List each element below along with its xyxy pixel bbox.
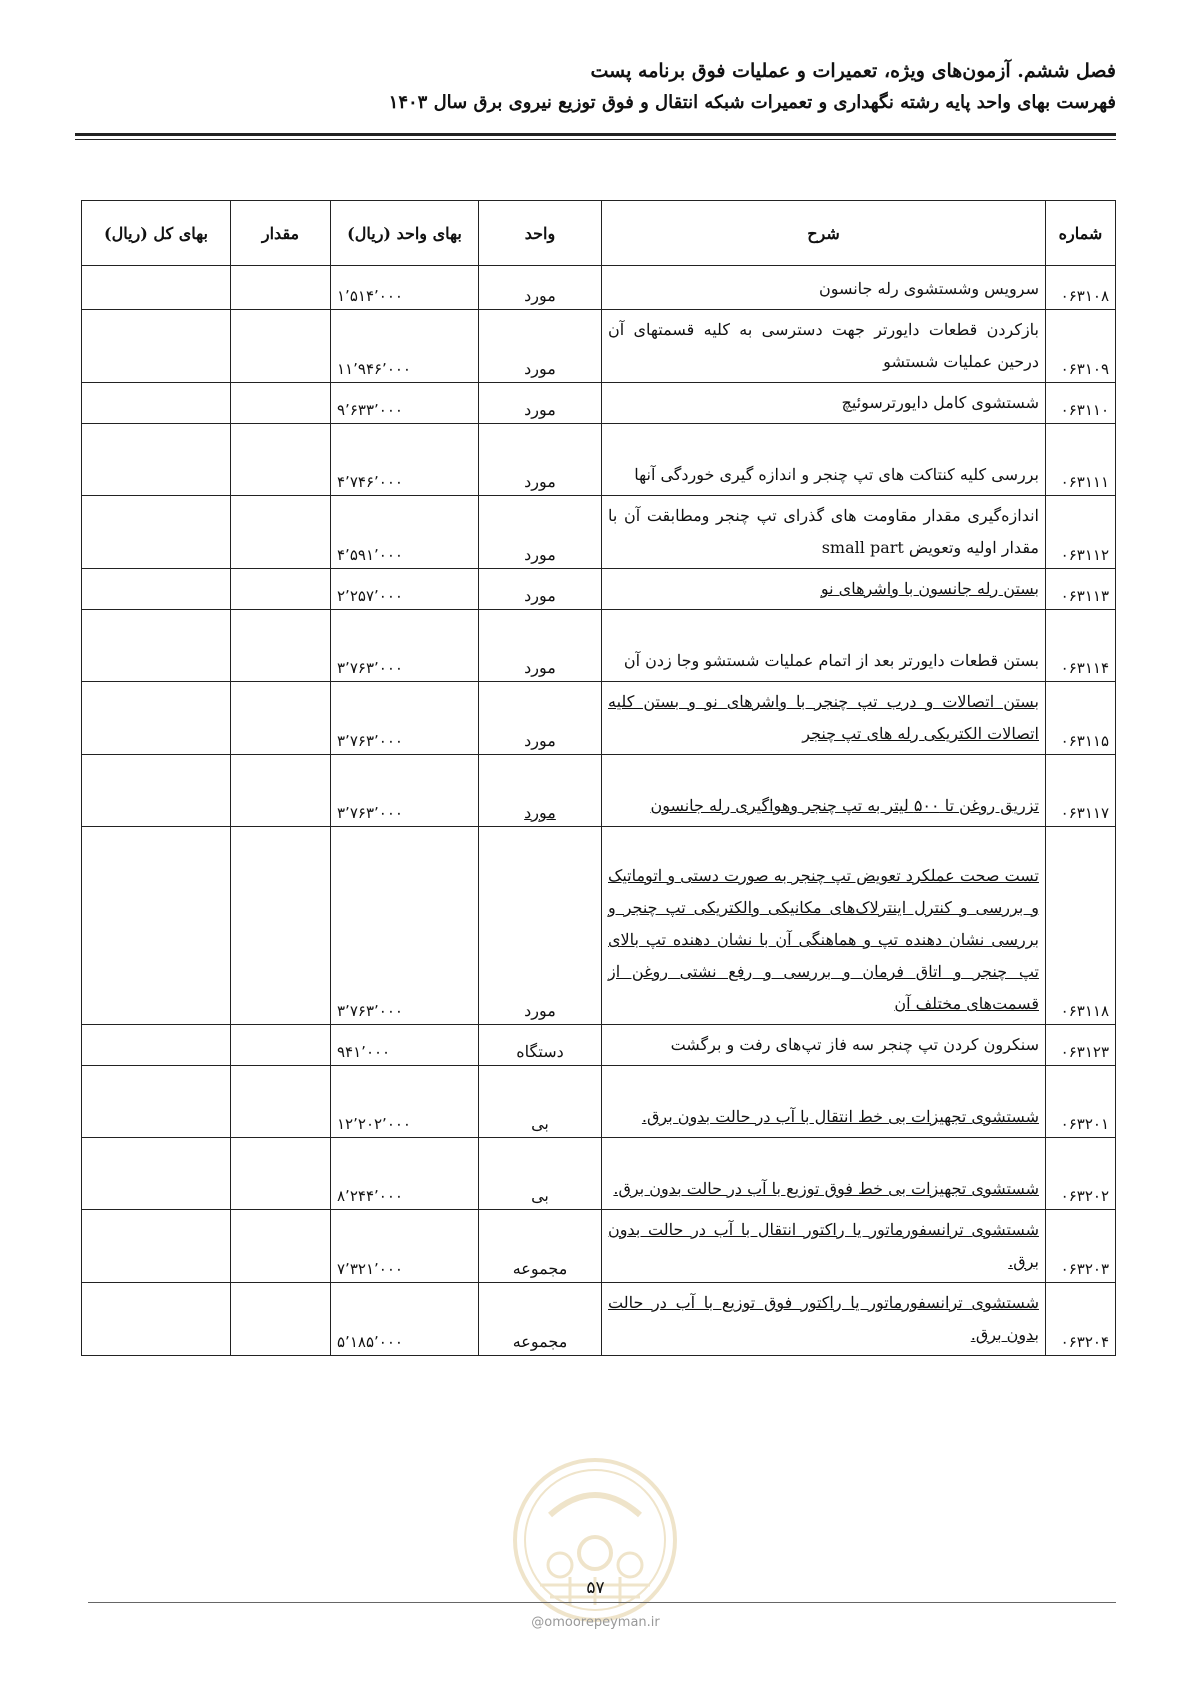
row-description [602,569,1046,610]
row-unit-text: مورد [524,658,556,677]
table-row [82,1025,1116,1066]
page-header [75,55,1116,119]
table-row [82,266,1116,310]
row-code [1046,310,1116,383]
row-qty [231,569,331,610]
row-total [82,424,231,496]
row-code [1046,827,1116,1025]
table-row [82,1283,1116,1356]
row-unit-price-text: ۴٬۵۹۱٬۰۰۰ [337,546,403,564]
row-code-text: ۰۶۳۱۰۸ [1060,287,1109,305]
row-code-text: ۰۶۳۱۱۱ [1060,473,1109,491]
table-row [82,1138,1116,1210]
row-total [82,755,231,827]
row-description [602,266,1046,310]
row-unit [479,1210,602,1283]
row-code-text: ۰۶۳۲۰۳ [1060,1260,1109,1278]
row-code-text: ۰۶۳۱۲۳ [1060,1043,1109,1061]
row-qty [231,496,331,569]
row-description-text: شستشوی کامل دایورترسوئیچ [841,393,1039,412]
header-desc: شرح [602,201,1046,266]
row-total [82,1066,231,1138]
row-unit-price [331,383,479,424]
row-qty [231,383,331,424]
row-total [82,569,231,610]
row-unit [479,496,602,569]
row-unit-price-text: ۵٬۱۸۵٬۰۰۰ [337,1333,403,1351]
row-description [602,610,1046,682]
row-description [602,755,1046,827]
row-description [602,1025,1046,1066]
row-description [602,1066,1046,1138]
row-code [1046,266,1116,310]
table-row [82,569,1116,610]
row-code-text: ۰۶۳۱۱۳ [1060,587,1109,605]
row-total [82,1025,231,1066]
row-description [602,682,1046,755]
row-unit-price [331,610,479,682]
row-qty [231,1138,331,1210]
row-unit-text: مورد [524,586,556,605]
row-code-text: ۰۶۳۱۱۲ [1060,546,1109,564]
row-unit [479,755,602,827]
table-row [82,827,1116,1025]
row-qty [231,610,331,682]
row-description [602,1138,1046,1210]
row-unit-text: مورد [524,545,556,564]
row-unit [479,1025,602,1066]
row-unit-price-text: ۳٬۷۶۳٬۰۰۰ [337,804,403,822]
row-total [82,1283,231,1356]
row-code [1046,1210,1116,1283]
row-unit-price-text: ۱٬۵۱۴٬۰۰۰ [337,287,403,305]
row-code-text: ۰۶۳۲۰۴ [1060,1333,1109,1351]
table-row [82,682,1116,755]
row-qty [231,310,331,383]
row-unit-price-text: ۸٬۲۴۴٬۰۰۰ [337,1187,403,1205]
table-row [82,755,1116,827]
row-description-text: بستن رله جانسون با واشرهای نو [820,579,1039,598]
row-unit-price-text: ۲٬۲۵۷٬۰۰۰ [337,587,403,605]
row-unit-price-text: ۳٬۷۶۳٬۰۰۰ [337,1002,403,1020]
row-description-text: بازکردن قطعات دایورتر جهت دسترسی به کلیه قسمتهای آن درحین عملیات شستشو [608,320,1039,371]
row-total [82,610,231,682]
row-description [602,310,1046,383]
row-qty [231,682,331,755]
row-unit-price [331,827,479,1025]
row-description [602,424,1046,496]
row-description-text: سنکرون کردن تپ چنجر سه فاز تپ‌های رفت و برگشت [670,1035,1039,1054]
row-unit-text: مورد [524,400,556,419]
row-total [82,1210,231,1283]
row-code [1046,755,1116,827]
row-unit-price [331,496,479,569]
row-unit-price [331,1025,479,1066]
row-code [1046,1138,1116,1210]
row-unit-text: دستگاه [516,1042,564,1061]
row-qty [231,266,331,310]
row-unit [479,1283,602,1356]
row-code [1046,424,1116,496]
row-code [1046,610,1116,682]
row-unit-price [331,1210,479,1283]
row-unit-price-text: ۱۱٬۹۴۶٬۰۰۰ [337,360,411,378]
row-code-text: ۰۶۳۱۱۷ [1060,804,1109,822]
header-code: شماره [1046,201,1116,266]
row-description-text: اندازه‌گیری مقدار مقاومت های گذرای تپ چنجر ومطابقت آن با مقدار اولیه وتعویض small part [608,506,1039,557]
row-total [82,383,231,424]
footer-rule [88,1602,1116,1603]
row-unit-text: مورد [524,359,556,378]
row-description [602,1283,1046,1356]
row-unit-price-text: ۹٬۶۳۳٬۰۰۰ [337,401,403,419]
row-unit-text: مجموعه [512,1332,568,1351]
row-qty [231,424,331,496]
row-unit-text: مورد [524,731,556,750]
table-row [82,1066,1116,1138]
row-description-text: بستن اتصالات و درب تپ چنجر با واشرهای نو و بستن کلیه اتصالات الکتریکی رله های تپ چنجر [608,692,1039,743]
price-table [81,200,1116,1356]
page-number: ۵۷ [586,1578,605,1598]
row-description [602,383,1046,424]
row-unit-text: مورد [524,286,556,305]
row-unit-text: مورد [524,1001,556,1020]
row-unit-price-text: ۱۲٬۲۰۲٬۰۰۰ [337,1115,411,1133]
row-code [1046,383,1116,424]
chapter-title: فصل ششم. آزمون‌های ویژه، تعمیرات و عملیات فوق برنامه پست [590,60,1116,82]
row-qty [231,1210,331,1283]
row-unit-price-text: ۷٬۳۲۱٬۰۰۰ [337,1260,403,1278]
row-code-text: ۰۶۳۱۱۵ [1060,732,1109,750]
table-row [82,383,1116,424]
row-code-text: ۰۶۳۲۰۲ [1060,1187,1109,1205]
row-unit-price-text: ۹۴۱٬۰۰۰ [337,1043,391,1061]
row-unit-price [331,569,479,610]
row-description [602,827,1046,1025]
header-rule-thick [75,133,1116,136]
row-unit [479,682,602,755]
row-unit [479,1066,602,1138]
row-unit-text: بی [531,1186,549,1205]
row-code-text: ۰۶۳۱۱۴ [1060,659,1109,677]
row-total [82,496,231,569]
row-description-text: شستشوی ترانسفورماتور یا راکتور فوق توزیع با آب در حالت بدون برق. [608,1293,1039,1344]
seal-watermark [510,1455,680,1625]
row-unit-price-text: ۳٬۷۶۳٬۰۰۰ [337,659,403,677]
row-unit-price [331,682,479,755]
row-description-text: بستن قطعات دایورتر بعد از اتمام عملیات شستشو وجا زدن آن [623,651,1039,670]
row-code-text: ۰۶۳۱۰۹ [1060,360,1109,378]
table-header-row [82,201,1116,266]
row-total [82,310,231,383]
row-description [602,1210,1046,1283]
row-total [82,682,231,755]
row-description-text: شستشوی تجهیزات بی خط انتقال با آب در حالت بدون برق. [641,1107,1039,1126]
table-row [82,496,1116,569]
row-unit [479,266,602,310]
row-qty [231,1283,331,1356]
row-unit-price-text: ۳٬۷۶۳٬۰۰۰ [337,732,403,750]
row-total [82,266,231,310]
row-unit-price-text: ۴٬۷۴۶٬۰۰۰ [337,473,403,491]
row-unit [479,383,602,424]
row-code-text: ۰۶۳۱۱۸ [1060,1002,1109,1020]
row-description-text: شستشوی تجهیزات بی خط فوق توزیع با آب در حالت بدون برق. [613,1179,1039,1198]
row-unit [479,1138,602,1210]
row-description-text: سرویس وشستشوی رله جانسون [818,279,1039,298]
row-unit-price [331,310,479,383]
header-rule-thin [75,139,1116,140]
row-qty [231,1066,331,1138]
row-unit [479,827,602,1025]
header-unit: واحد [479,201,602,266]
row-code-text: ۰۶۳۱۱۰ [1060,401,1109,419]
table-row [82,310,1116,383]
row-description-text: شستشوی ترانسفورماتور یا راکتور انتقال با آب در حالت بدون برق. [608,1220,1039,1271]
row-unit-price [331,424,479,496]
row-code [1046,1025,1116,1066]
row-description-text: تست صحت عملکرد تعویض تپ چنجر به صورت دستی و اتوماتیک و بررسی و کنترل اینترلاک‌های مکانیکی والکتریکی تپ چنجر و بررسی نشان دهنده تپ و هماهنگی آن با نشان دهنده تپ بالای تپ چنجر و اتاق فرمان و بررسی و رفع نشتی روغن از قسمت‌های مختلف آن [608,866,1040,1013]
row-qty [231,755,331,827]
header-unit-price: بهای واحد (ریال) [331,201,479,266]
table-row [82,1210,1116,1283]
row-unit-price [331,1283,479,1356]
row-unit [479,310,602,383]
row-qty [231,827,331,1025]
row-unit [479,610,602,682]
row-code [1046,682,1116,755]
row-code [1046,1283,1116,1356]
row-qty [231,1025,331,1066]
header-total: بهای کل (ریال) [82,201,231,266]
row-unit-price [331,1066,479,1138]
row-unit [479,424,602,496]
row-unit-price [331,755,479,827]
row-unit-price [331,266,479,310]
row-unit-text: مجموعه [512,1259,568,1278]
row-code-text: ۰۶۳۲۰۱ [1060,1115,1109,1133]
row-code [1046,1066,1116,1138]
row-code [1046,569,1116,610]
row-unit [479,569,602,610]
row-unit-text: مورد [524,803,556,822]
row-unit-price [331,1138,479,1210]
table-row [82,424,1116,496]
row-description-text: بررسی کلیه کنتاکت های تپ چنجر و اندازه گیری خوردگی آنها [634,465,1039,484]
row-unit-text: بی [531,1114,549,1133]
row-code [1046,496,1116,569]
table-row [82,610,1116,682]
row-total [82,827,231,1025]
row-description [602,496,1046,569]
row-unit-text: مورد [524,472,556,491]
row-description-text: تزریق روغن تا ۵۰۰ لیتر به تپ چنجر وهواگیری رله جانسون [650,796,1039,815]
document-title: فهرست بهای واحد پایه رشته نگهداری و تعمیرات شبکه انتقال و فوق توزیع نیروی برق سال ۱۴۰۳ [388,92,1116,113]
row-total [82,1138,231,1210]
header-qty: مقدار [231,201,331,266]
site-watermark: @omoorepeyman.ir [531,1615,660,1630]
